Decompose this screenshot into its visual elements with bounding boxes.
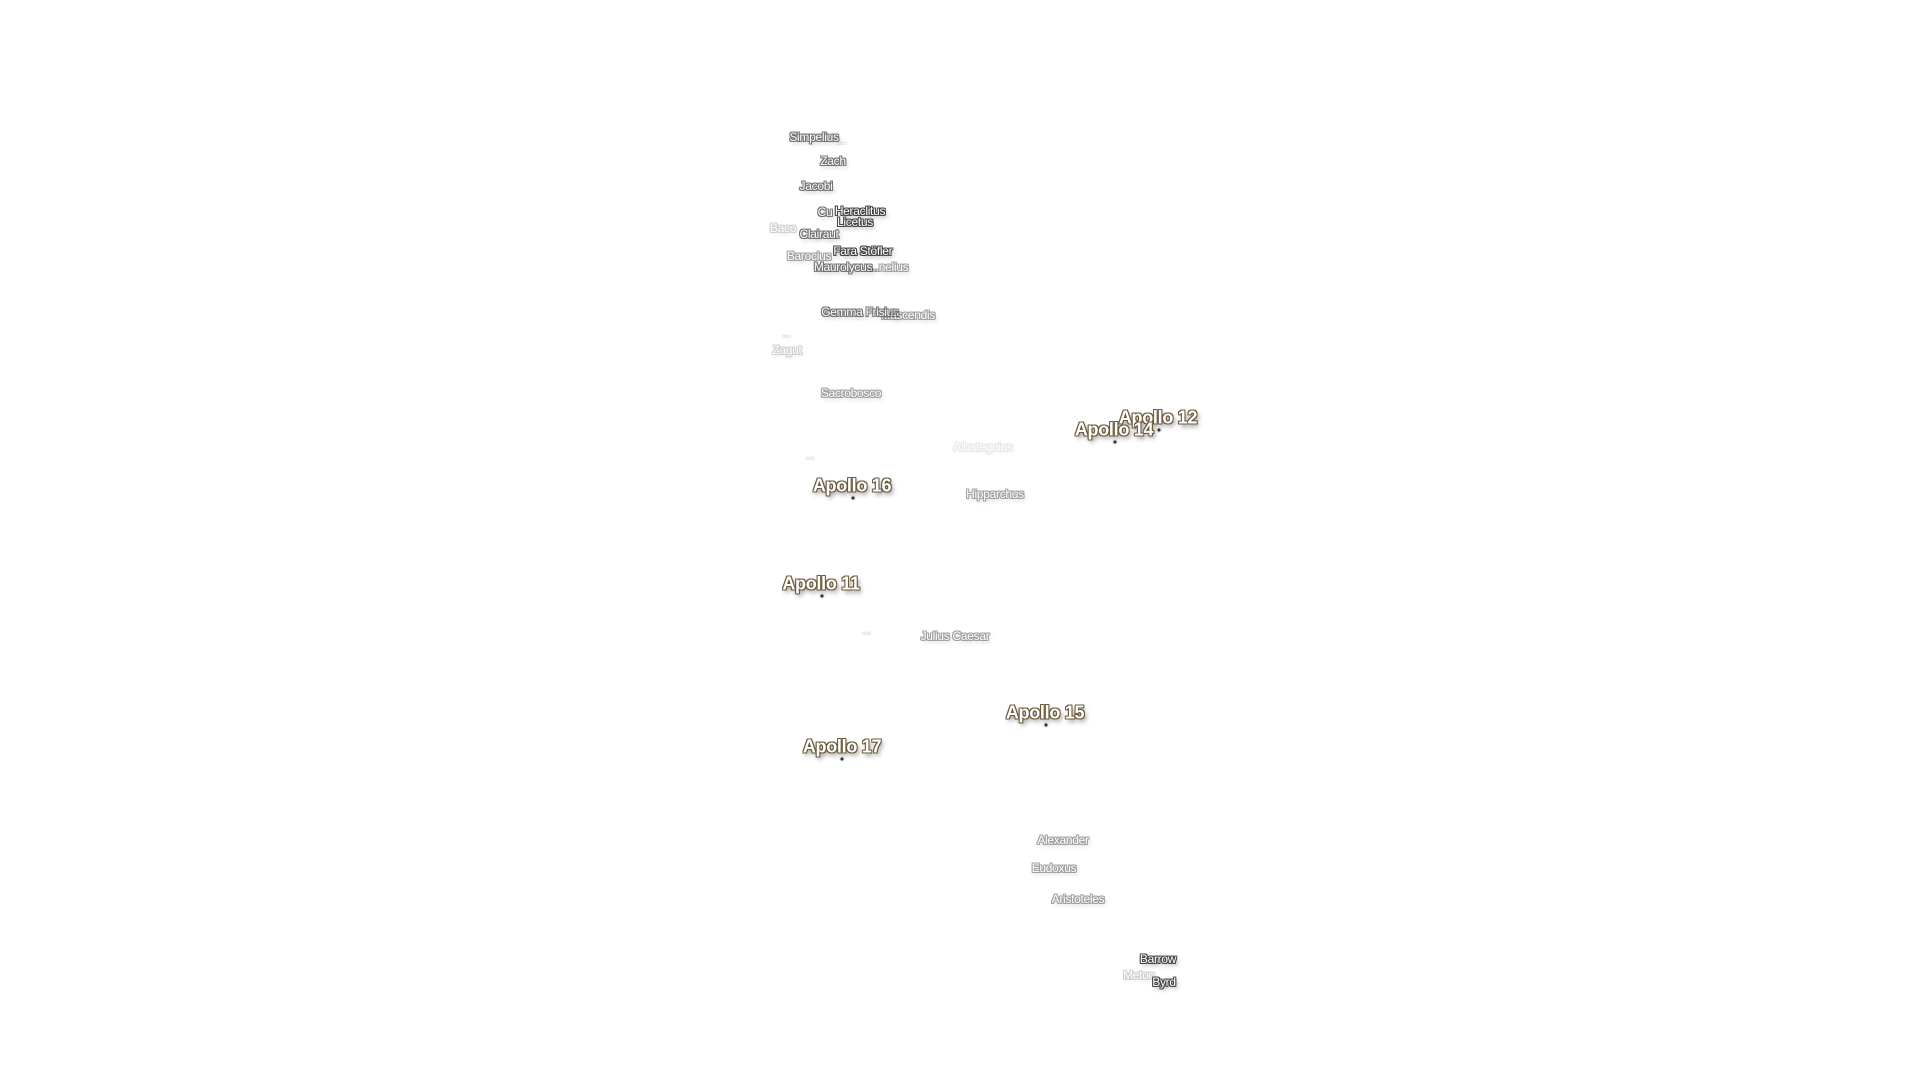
crater-label-eudoxus[interactable]: Eudoxus — [1031, 861, 1077, 875]
apollo-11-site-marker[interactable] — [821, 595, 824, 598]
crater-label-aristoteles[interactable]: Aristoteles — [1051, 892, 1105, 906]
apollo-14-label[interactable]: Apollo 14 — [1074, 419, 1154, 440]
apollo-11-label[interactable]: Apollo 11 — [782, 573, 860, 594]
crater-label-albategnius[interactable]: Albategnius — [953, 440, 1013, 454]
crater-label-sacrobosco[interactable]: Sacrobosco — [820, 386, 882, 400]
crater-label-lassell[interactable]: ... — [861, 623, 871, 637]
crater-label-cuvier[interactable]: Cu — [817, 205, 833, 219]
apollo-17-site-marker[interactable] — [841, 758, 844, 761]
crater-label-maurolycus[interactable]: Maurolycus — [813, 260, 873, 274]
apollo-16-site-marker[interactable] — [852, 497, 855, 500]
apollo-12-label[interactable]: Apollo 12 — [1118, 407, 1198, 428]
crater-label-pieter-laer[interactable]: ... — [781, 326, 791, 340]
apollo-15-label[interactable]: Apollo 15 — [1005, 702, 1085, 723]
crater-label-licetus[interactable]: Licetus — [837, 215, 873, 229]
crater-label-byrd[interactable]: Byrd — [1152, 975, 1176, 989]
apollo-15-site-marker[interactable] — [1045, 724, 1048, 727]
crater-label-jacobi[interactable]: Jacobi — [799, 179, 833, 193]
crater-label-pontanus[interactable]: ...nelius — [869, 260, 909, 274]
apollo-17-label[interactable]: Apollo 17 — [802, 736, 882, 757]
crater-label-clairaut[interactable]: Clairaut — [799, 227, 839, 241]
crater-label-gemma-frisius[interactable]: Gemma Frisius — [821, 305, 899, 319]
crater-label-barocius[interactable]: Barocius — [786, 249, 832, 263]
crater-label-alexander[interactable]: Alexander — [1037, 833, 1089, 847]
crater-label-simpelius[interactable]: Simpelius — [789, 130, 839, 144]
crater-label-zagut[interactable]: Zagut — [772, 343, 802, 357]
crater-label-ghost-top[interactable]: ... — [837, 133, 847, 147]
crater-label-hipparchus[interactable]: Hipparchus — [966, 487, 1024, 501]
crater-label-meton[interactable]: Meton — [1123, 968, 1155, 982]
crater-label-julius-caesar[interactable]: Julius Caesar — [920, 629, 990, 643]
crater-label-heraclitus[interactable]: Heraclitus — [834, 204, 886, 218]
apollo-16-label[interactable]: Apollo 16 — [812, 475, 892, 496]
crater-label-playfair[interactable]: ...ascendis — [880, 308, 936, 322]
apollo-14-site-marker[interactable] — [1114, 441, 1117, 444]
apollo-12-site-marker[interactable] — [1158, 429, 1161, 432]
crater-label-barrow[interactable]: Barrow — [1139, 952, 1177, 966]
crater-label-bacon[interactable]: Baco — [769, 221, 797, 235]
crater-label-stofler[interactable]: Stöfler — [859, 244, 893, 258]
crater-label-ghost-mid[interactable]: ... — [805, 448, 815, 462]
crater-label-zach[interactable]: Zach — [820, 154, 846, 168]
crater-label-faraday[interactable]: Fara — [833, 244, 857, 258]
